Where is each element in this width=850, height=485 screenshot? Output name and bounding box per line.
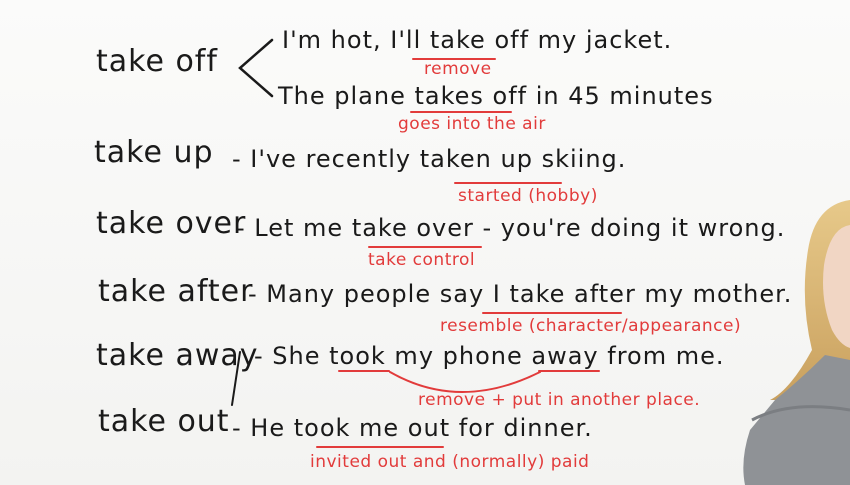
phrase-take-away: take away <box>96 338 259 373</box>
sentence-take-after: - Many people say I take after my mother. <box>248 280 793 308</box>
note-started-hobby: started (hobby) <box>458 186 598 206</box>
phrase-take-off: take off <box>96 44 218 79</box>
sentence-take-out: - He took me out for dinner. <box>232 414 593 442</box>
sentence-take-off-jacket: I'm hot, I'll take off my jacket. <box>282 26 673 54</box>
note-invited-out: invited out and (normally) paid <box>310 452 590 472</box>
sentence-take-over: - Let me take over - you're doing it wrong. <box>236 214 786 242</box>
note-take-control: take control <box>368 250 476 270</box>
phrase-take-out: take out <box>98 404 230 439</box>
sentence-take-up: - I've recently taken up skiing. <box>232 145 627 173</box>
note-remove: remove <box>424 59 492 79</box>
note-resemble: resemble (character/appearance) <box>440 316 742 336</box>
note-remove-put: remove + put in another place. <box>418 390 701 410</box>
phrase-take-up: take up <box>94 135 214 170</box>
sentence-takes-off-plane: The plane takes off in 45 minutes <box>278 82 714 110</box>
phrase-take-over: take over <box>96 206 247 241</box>
sentence-take-away: - She took my phone away from me. <box>254 342 725 370</box>
phrase-take-after: take after <box>98 274 254 309</box>
note-goes-into-air: goes into the air <box>398 114 546 134</box>
